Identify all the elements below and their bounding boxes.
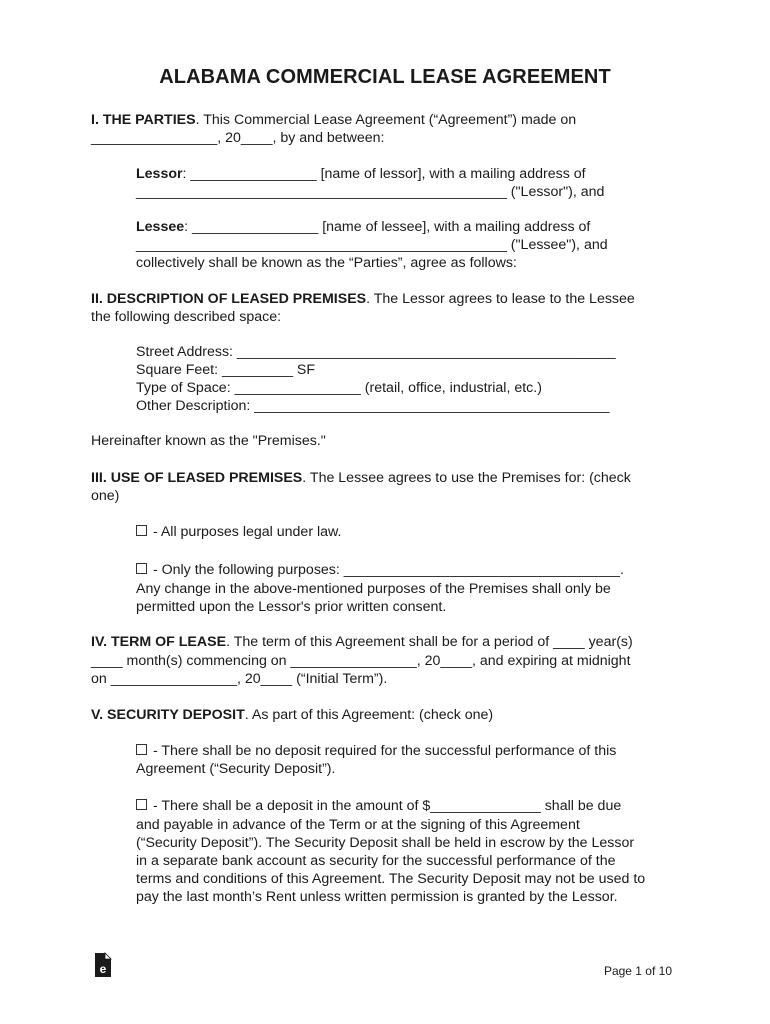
term-text-line2: ____ month(s) commencing on ________________, 20____, and expiring at midnight: [91, 653, 631, 669]
deposit-option-none-line2: Agreement (“Security Deposit”).: [136, 761, 336, 777]
deposit-text: . As part of this Agreement: (check one): [244, 707, 494, 723]
use-option-all-text: - All purposes legal under law.: [149, 524, 342, 540]
square-feet-field: Square Feet: _________ SF: [136, 362, 316, 378]
term-paragraph: [91, 633, 633, 651]
deposit-amount-checkbox[interactable]: [136, 799, 147, 810]
use-all-checkbox[interactable]: [136, 525, 147, 536]
document-title: ALABAMA COMMERCIAL LEASE AGREEMENT: [159, 66, 611, 88]
lessee-address-line: _______________________________________________ ("Lessee"), and: [136, 237, 608, 253]
lessee-text: : ________________ [name of lessee], with a mailing address of: [184, 219, 591, 235]
parties-collective-line: collectively shall be known as the “Parties”, agree as follows:: [136, 255, 517, 271]
use-heading: III. USE OF LEASED PREMISES: [91, 470, 303, 486]
deposit-amount-line2: and payable in advance of the Term or at the signing of this Agreement: [136, 817, 580, 833]
premises-text-line2: the following described space:: [91, 309, 282, 325]
use-text-line2: one): [91, 488, 120, 504]
parties-paragraph: [91, 111, 576, 129]
use-change-line1: Any change in the above-mentioned purposes of the Premises shall only be: [136, 581, 611, 597]
deposit-amount-line6: pay the last month’s Rent unless written permission is granted by the Lessor.: [136, 889, 618, 905]
parties-heading: I. THE PARTIES: [91, 112, 196, 128]
space-type-field: Type of Space: ________________ (retail, office, industrial, etc.): [136, 380, 542, 396]
deposit-option-amount-text: - There shall be a deposit in the amount of $______________ shall be due: [149, 798, 622, 814]
use-text: . The Lessee agrees to use the Premises for: (check: [302, 470, 631, 486]
use-option-all: [136, 523, 341, 541]
use-specific-checkbox[interactable]: [136, 563, 147, 574]
premises-paragraph: [91, 290, 635, 308]
deposit-amount-line3: (“Security Deposit”). The Security Deposit shall be held in escrow by the Lessor: [136, 835, 635, 851]
lessor-address-line: _______________________________________________ ("Lessor"), and: [136, 184, 605, 200]
lessor-label: Lessor: [136, 166, 183, 182]
term-heading: IV. TERM OF LEASE: [91, 634, 227, 650]
premises-text: . The Lessor agrees to lease to the Lessee: [366, 291, 635, 307]
lessee-line: [136, 218, 590, 236]
eforms-logo-icon: [92, 952, 114, 978]
lessee-label: Lessee: [136, 219, 185, 235]
lessor-line: [136, 165, 586, 183]
use-change-line2: permitted upon the Lessor's prior written consent.: [136, 599, 447, 615]
term-text: . The term of this Agreement shall be for a period of ____ year(s): [226, 634, 633, 650]
page-number: Page 1 of 10: [603, 964, 672, 978]
deposit-option-none-text: - There shall be no deposit required for the successful performance of this: [149, 743, 617, 759]
premises-heading: II. DESCRIPTION OF LEASED PREMISES: [91, 291, 367, 307]
premises-hereinafter: Hereinafter known as the "Premises.": [91, 433, 326, 449]
other-description-field: Other Description: _____________________________________________: [136, 398, 610, 414]
term-text-line3: on ________________, 20____ (“Initial Term”).: [91, 671, 388, 687]
parties-date-line: ________________, 20____, by and between:: [91, 130, 385, 146]
deposit-paragraph: [91, 706, 493, 724]
use-option-specific-text: - Only the following purposes: ___________________________________.: [149, 562, 624, 578]
deposit-none-checkbox[interactable]: [136, 744, 147, 755]
use-paragraph: [91, 469, 631, 487]
street-address-field: Street Address: ________________________________________________: [136, 344, 616, 360]
deposit-heading: V. SECURITY DEPOSIT: [91, 707, 245, 723]
svg-text:e: e: [99, 962, 107, 976]
deposit-amount-line5: terms and conditions of this Agreement. The Security Deposit may not be used to: [136, 871, 646, 887]
use-option-specific: [136, 561, 624, 579]
deposit-option-amount: [136, 797, 621, 815]
parties-text: . This Commercial Lease Agreement (“Agreement”) made on: [195, 112, 577, 128]
deposit-amount-line4: in a separate bank account as security for the successful performance of the: [136, 853, 616, 869]
deposit-option-none: [136, 742, 616, 760]
lessor-text: : ________________ [name of lessor], with a mailing address of: [182, 166, 586, 182]
